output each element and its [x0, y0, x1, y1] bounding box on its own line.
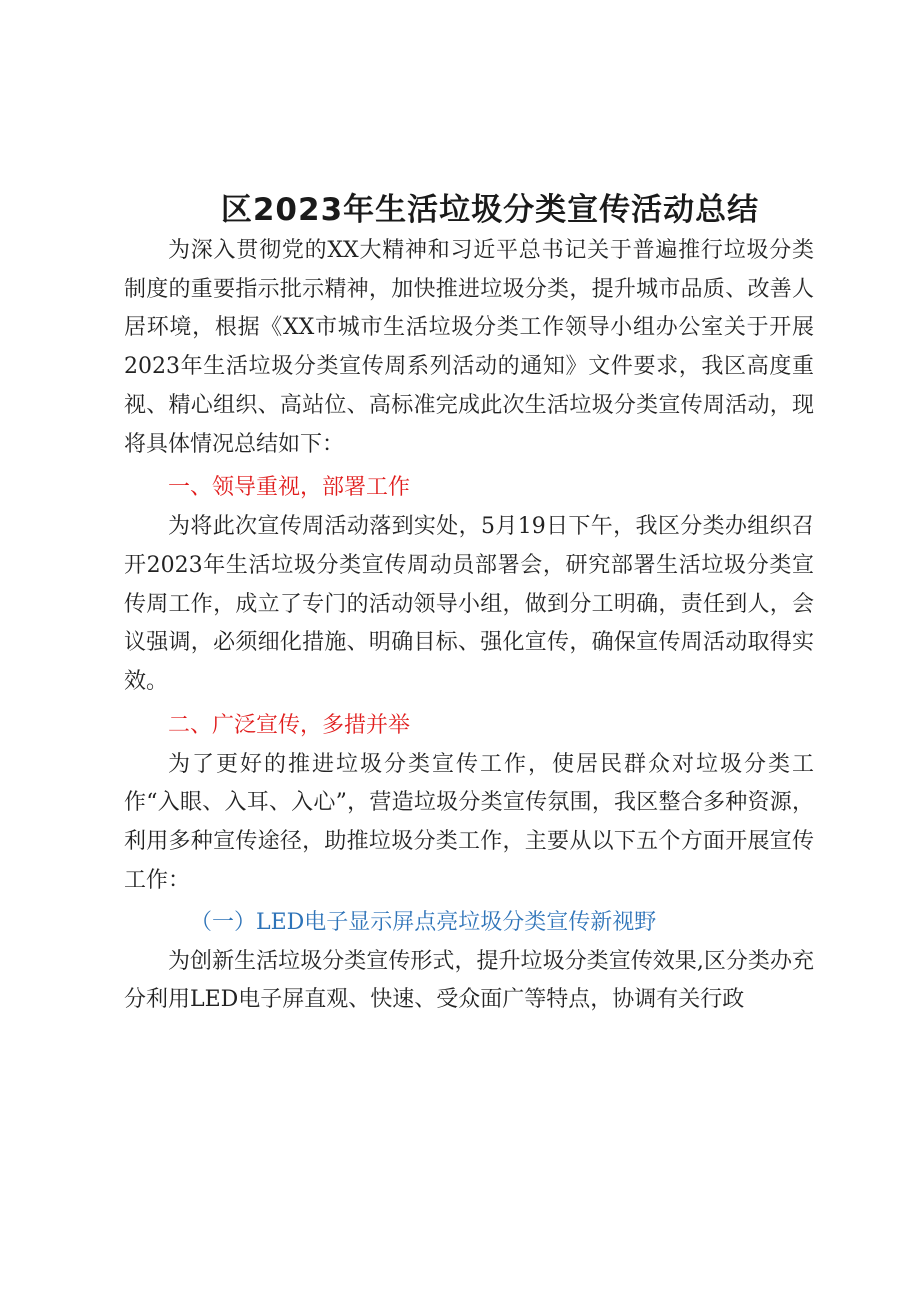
document-title: 区2023年生活垃圾分类宣传活动总结: [220, 192, 760, 228]
section-paragraph-1: 为将此次宣传周活动落到实处，5月19日下午，我区分类办组织召开2023年生活垃圾分类宣传周动员部署会，研究部署生活垃圾分类宣传周工作，成立了专门的活动领导小组，做到分工明确，责任到人，会议强调，必须细化措施、明确目标、强化宣传，确保宣传周活动取得实效。: [124, 514, 814, 695]
subsection-paragraph: 为创新生活垃圾分类宣传形式，提升垃圾分类宣传效果,区分类办充分利用LED电子屏直观、快速、受众面广等特点，协调有关行政: [124, 948, 814, 1013]
section-heading-2: 二、广泛宣传，多措并举: [168, 712, 411, 738]
section-paragraph-2: 为了更好的推进垃圾分类宣传工作，使居民群众对垃圾分类工作“入眼、入耳、入心”，营造垃圾分类宣传氛围，我区整合多种资源，利用多种宣传途径，助推垃圾分类工作，主要从以下五个方面开展宣传工作：: [124, 751, 814, 893]
section-heading-1: 一、领导重视，部署工作: [168, 475, 411, 501]
subsection-heading: （一）LED电子显示屏点亮垃圾分类宣传新视野: [190, 909, 657, 935]
intro-paragraph: 为深入贯彻党的XX大精神和习近平总书记关于普遍推行垃圾分类制度的重要指示批示精神，加快推进垃圾分类，提升城市品质、改善人居环境，根据《XX市城市生活垃圾分类工作领导小组办公室关于开展2023年生活垃圾分类宣传周系列活动的通知》文件要求，我区高度重视、精心组织、高站位、高标准完成此次生活垃圾分类宣传周活动，现将具体情况总结如下：: [124, 238, 814, 457]
document-body: [124, 232, 814, 1020]
